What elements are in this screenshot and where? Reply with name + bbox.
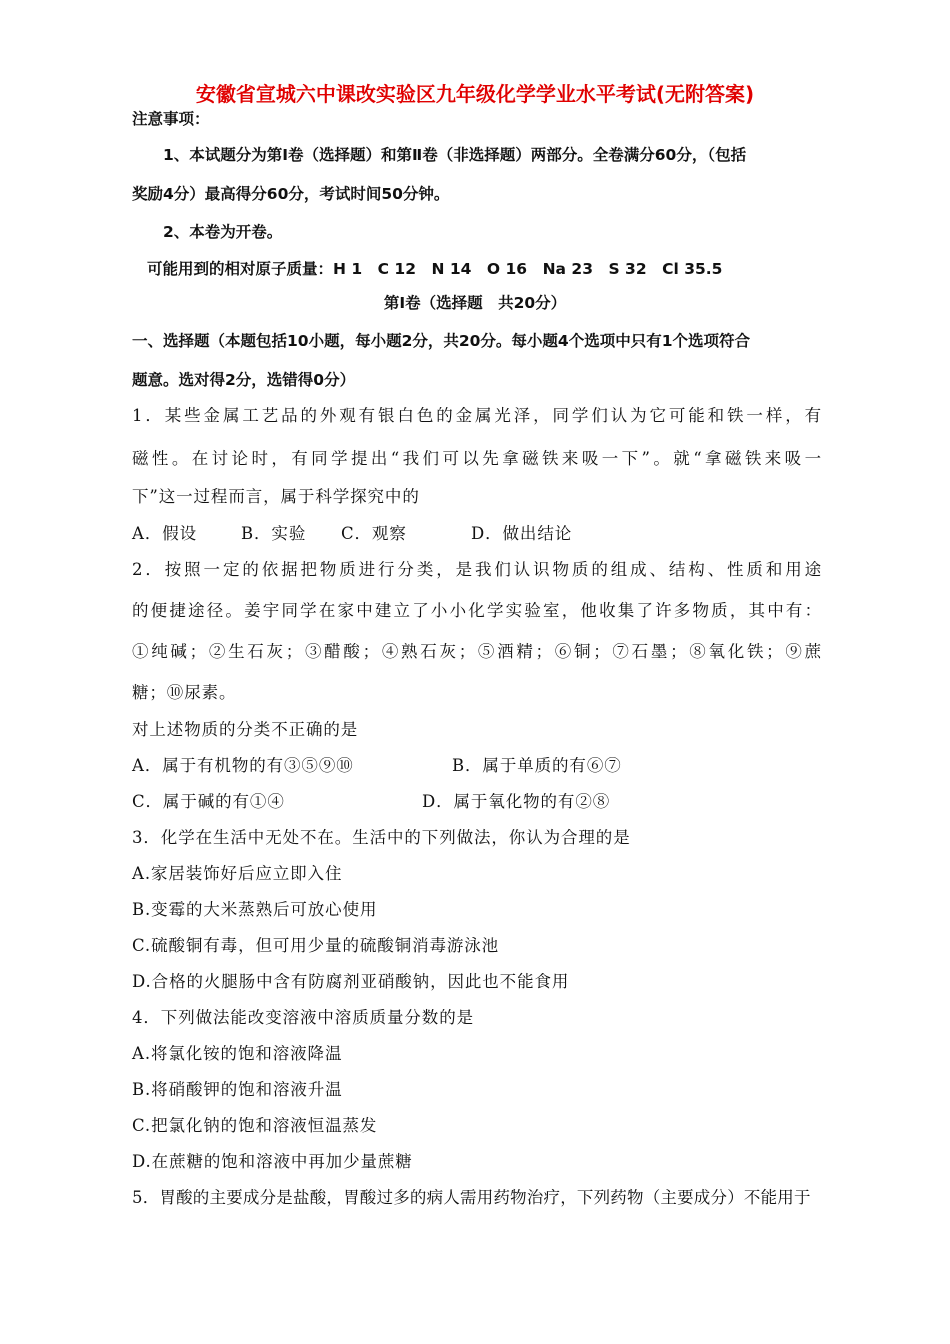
q1-option-d: D．做出结论 — [471, 524, 573, 543]
q2-line4: 糖；⑩尿素。 — [132, 683, 237, 702]
q2-line3: ①纯碱；②生石灰；③醋酸；④熟石灰；⑤酒精；⑥铜；⑦石墨；⑧氧化铁；⑨蔗 — [132, 642, 822, 661]
q2-option-d: D．属于氧化物的有②⑧ — [422, 792, 611, 811]
q2-line5: 对上述物质的分类不正确的是 — [132, 720, 359, 739]
q1-line3: 下”这一过程而言，属于科学探究中的 — [132, 487, 420, 506]
q2-line2: 的便捷途径。姜宇同学在家中建立了小小化学实验室，他收集了许多物质，其中有： — [132, 601, 822, 620]
notice-item1-line2: 奖励4分）最高得分60分，考试时间50分钟。 — [132, 185, 450, 203]
atomic-mass-line: 可能用到的相对原子质量：H 1 C 12 N 14 O 16 Na 23 S 32 Cl 35.5 — [147, 260, 723, 278]
section1-instr-line1: 一、选择题（本题包括10小题，每小题2分，共20分。每小题4个选项中只有1个选项符合 — [132, 332, 750, 350]
q1-option-a: A．假设 — [132, 524, 198, 543]
q2-options-row1 — [132, 755, 622, 777]
page-title: 安徽省宣城六中课改实验区九年级化学学业水平考试(无附答案) — [195, 82, 755, 106]
q2-option-b: B．属于单质的有⑥⑦ — [452, 756, 622, 775]
q1-options — [132, 523, 572, 545]
q2-line1: 2．按照一定的依据把物质进行分类，是我们认识物质的组成、结构、性质和用途 — [132, 560, 822, 579]
q3-option-b: B.变霉的大米蒸熟后可放心使用 — [132, 900, 378, 919]
q4-option-d: D.在蔗糖的饱和溶液中再加少量蔗糖 — [132, 1152, 413, 1171]
q3-stem: 3．化学在生活中无处不在。生活中的下列做法，你认为合理的是 — [132, 828, 631, 847]
notice-item1-line1: 1、本试题分为第Ⅰ卷（选择题）和第Ⅱ卷（非选择题）两部分。全卷满分60分，（包括 — [163, 146, 747, 164]
q3-option-d: D.合格的火腿肠中含有防腐剂亚硝酸钠，因此也不能食用 — [132, 972, 570, 991]
section1-instr-line2: 题意。选对得2分，选错得0分） — [132, 371, 356, 389]
q1-option-b: B．实验 — [241, 524, 307, 543]
q1-option-c: C．观察 — [341, 524, 407, 543]
notice-item2: 2、本卷为开卷。 — [163, 223, 283, 241]
section1-heading: 第Ⅰ卷（选择题 共20分） — [383, 294, 567, 312]
q3-option-c: C.硫酸铜有毒，但可用少量的硫酸铜消毒游泳池 — [132, 936, 500, 955]
q2-option-a: A．属于有机物的有③⑤⑨⑩ — [132, 756, 354, 775]
q2-option-c: C．属于碱的有①④ — [132, 792, 285, 811]
q4-option-b: B.将硝酸钾的饱和溶液升温 — [132, 1080, 343, 1099]
q1-line2: 磁性。在讨论时，有同学提出“我们可以先拿磁铁来吸一下”。就“拿磁铁来吸一 — [132, 449, 822, 468]
q1-line1: 1．某些金属工艺品的外观有银白色的金属光泽，同学们认为它可能和铁一样，有 — [132, 406, 822, 425]
q2-options-row2 — [132, 791, 610, 813]
notice-heading: 注意事项： — [132, 110, 210, 128]
q5-stem: 5．胃酸的主要成分是盐酸，胃酸过多的病人需用药物治疗，下列药物（主要成分）不能用于 — [132, 1188, 811, 1207]
q4-option-a: A.将氯化铵的饱和溶液降温 — [132, 1044, 343, 1063]
q4-option-c: C.把氯化钠的饱和溶液恒温蒸发 — [132, 1116, 378, 1135]
q3-option-a: A.家居装饰好后应立即入住 — [132, 864, 343, 883]
q4-stem: 4．下列做法能改变溶液中溶质质量分数的是 — [132, 1008, 474, 1027]
